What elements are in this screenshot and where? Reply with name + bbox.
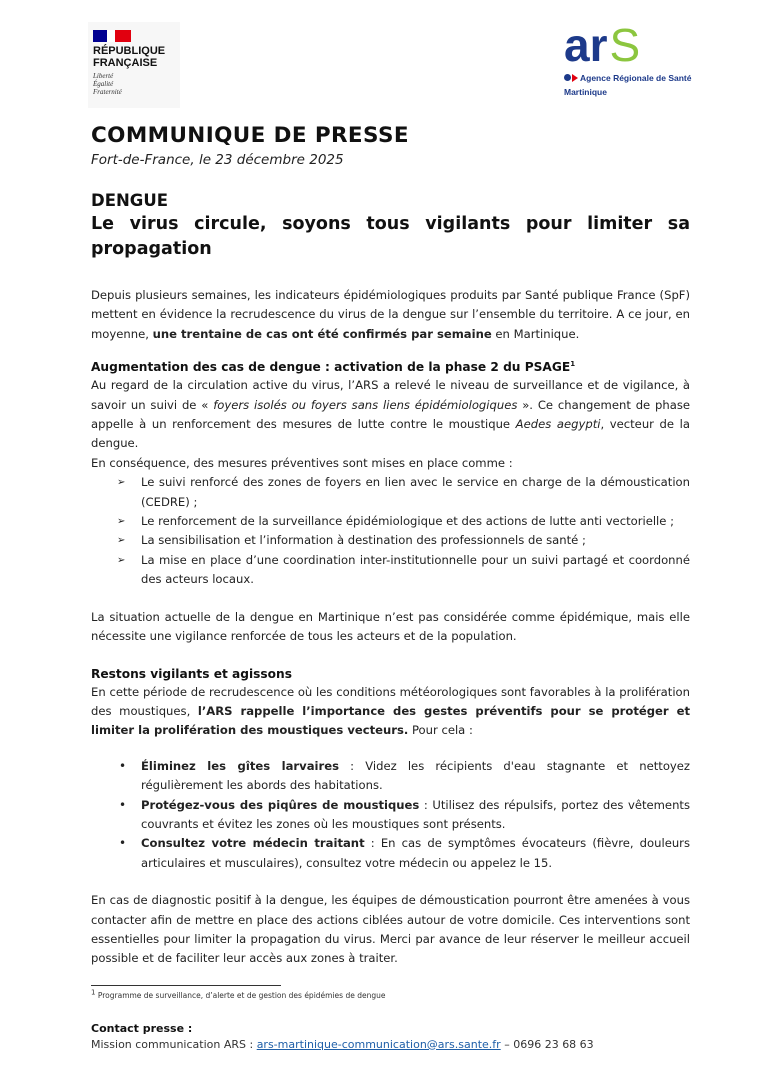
aug-quote: foyers isolés ou foyers sans liens épidémiologiques — [213, 397, 518, 412]
list-item — [115, 834, 690, 873]
ars-agency-name: Agence Régionale de Santé — [580, 73, 692, 83]
marianne-flag-icon — [93, 30, 131, 42]
section-heading-text: Augmentation des cas de dengue : activation de la phase 2 du PSAGE — [91, 360, 571, 375]
arrow-bullet-icon: ➢ — [117, 477, 126, 489]
republique-francaise-logo — [88, 22, 180, 108]
augmentation-paragraph — [91, 376, 690, 473]
intro-text-end: en Martinique. — [491, 326, 580, 341]
press-release-title: COMMUNIQUE DE PRESSE — [91, 123, 409, 148]
ars-logo — [564, 19, 694, 108]
aug-text-3: , vecteur de la dengue. — [91, 417, 690, 451]
measure-text: La sensibilisation et l’information à destination des professionnels de santé ; — [141, 533, 586, 548]
intro-paragraph — [91, 286, 690, 344]
republique-francaise-title: RÉPUBLIQUE FRANÇAISE — [93, 45, 166, 69]
ars-dots-icon — [564, 74, 580, 82]
aug-text-2: ». Ce changement de phase appelle à un renforcement des mesures de lutte contre le moustique — [91, 397, 690, 432]
footnote-ref: 1 — [570, 360, 576, 369]
footnote — [91, 990, 690, 1001]
ars-logo-letters: ar — [564, 19, 608, 71]
section-heading-augmentation — [91, 358, 690, 376]
gesture-text: : En cas de symptômes évocateurs (fièvre, douleurs articulaires et musculaires), consultez votre médecin ou appelez le 15. — [141, 836, 690, 870]
list-item — [115, 757, 690, 796]
list-item — [115, 473, 690, 512]
intro-text: Depuis plusieurs semaines, les indicateurs épidémiologiques produits par Santé publique France (SpF) mettent en évidence la recrudescence du virus de la dengue sur l’ensemble du territoire. A ce jour, en moyenne, — [91, 288, 690, 341]
aug-species: Aedes aegypti — [515, 417, 601, 432]
republique-motto: Liberté Égalité Fraternité — [93, 72, 122, 96]
arrow-bullet-icon: ➢ — [117, 554, 126, 566]
arrow-bullet-icon: ➢ — [117, 535, 126, 547]
gesture-title: Protégez-vous des piqûres de moustiques — [141, 797, 420, 812]
intro-emphasis: une trentaine de cas ont été confirmés par semaine — [152, 326, 492, 341]
list-item — [115, 531, 690, 550]
ars-logo-mark — [564, 19, 694, 71]
measure-text: Le suivi renforcé des zones de foyers en lien avec le service en charge de la démoustication (CEDRE) ; — [141, 475, 690, 509]
list-item — [115, 796, 690, 835]
contact-phone: 0696 23 68 63 — [513, 1037, 594, 1051]
measures-list — [91, 473, 690, 589]
restons-emphasis: l’ARS rappelle l’importance des gestes préventifs pour se protéger et limiter la prolifération des moustiques vecteurs. — [91, 703, 690, 738]
contact-prefix: Mission communication ARS : — [91, 1037, 257, 1051]
contact-label: Contact presse : — [91, 1021, 193, 1035]
aug-text-1: Au regard de la circulation active du virus, l’ARS a relevé le niveau de surveillance et de vigilance, à savoir un suivi de « — [91, 378, 690, 412]
situation-paragraph: La situation actuelle de la dengue en Martinique n’est pas considérée comme épidémique, mais elle nécessite une vigilance renforcée de tous les acteurs et de la population. — [91, 609, 690, 644]
ars-region-name: Martinique — [564, 87, 607, 97]
disc-bullet-icon: • — [119, 758, 127, 773]
diagnostic-paragraph: En cas de diagnostic positif à la dengue, les équipes de démoustication pourront être amenées à vous contacter afin de mettre en place des actions ciblées autour de votre domicile. Ces interventions sont essentielles pour limiter la propagation du virus. Merci par avance de leur réserver le meilleur accueil possible et de faciliter leur accès aux zones à traiter. — [91, 893, 690, 966]
disc-bullet-icon: • — [119, 797, 127, 812]
logo-row — [91, 19, 692, 112]
contact-line — [91, 1037, 690, 1053]
measure-text: Le renforcement de la surveillance épidémiologique et des actions de lutte anti vectorielle ; — [141, 514, 674, 529]
gesture-text: : Utilisez des répulsifs, portez des vêtements couvrants et évitez les zones où les moustiques sont présents. — [141, 797, 690, 831]
contact-separator: – — [500, 1037, 514, 1051]
footnote-text: Programme de surveillance, d’alerte et de gestion des épidémies de dengue — [95, 990, 386, 1000]
measure-text: La mise en place d’une coordination inter-institutionnelle pour un suivi partagé et coordonné des acteurs locaux. — [141, 552, 690, 587]
gesture-text: : Videz les récipients d'eau stagnante et nettoyez régulièrement les abords des habitations. — [141, 758, 690, 793]
disc-bullet-icon: • — [119, 836, 127, 851]
footnote-number: 1 — [91, 988, 96, 997]
gestures-list — [91, 757, 690, 873]
footnote-divider — [91, 985, 281, 986]
headline: Le virus circule, soyons tous vigilants pour limiter sa propagation — [91, 214, 690, 259]
restons-text: En cette période de recrudescence où les conditions météorologiques sont favorables à la prolifération des moustiques, — [91, 684, 690, 718]
list-item — [115, 551, 690, 590]
aug-text-4: En conséquence, des mesures préventives sont mises en place comme : — [91, 455, 513, 470]
arrow-bullet-icon: ➢ — [117, 516, 126, 528]
section-heading-restons: Restons vigilants et agissons — [91, 666, 292, 681]
list-item — [115, 512, 690, 531]
ars-logo-s: S — [609, 19, 641, 71]
footnote-block — [91, 985, 690, 1001]
gesture-title: Éliminez les gîtes larvaires — [141, 758, 339, 773]
ars-agency-row — [564, 72, 694, 84]
dateline: Fort-de-France, le 23 décembre 2025 — [91, 152, 344, 168]
topic-heading: DENGUE — [91, 191, 168, 210]
gesture-title: Consultez votre médecin traitant — [141, 836, 365, 851]
restons-text-end: Pour cela : — [408, 723, 473, 738]
contact-email-link[interactable]: ars-martinique-communication@ars.sante.fr — [256, 1037, 501, 1051]
restons-paragraph — [91, 683, 690, 741]
